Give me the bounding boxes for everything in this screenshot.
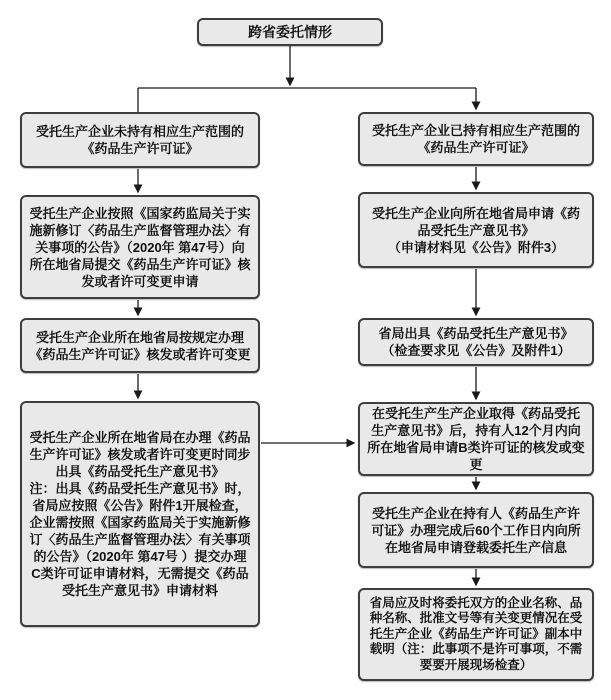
flow-box-left-bureau-process [20, 318, 260, 373]
flow-box-right-has-license-label: 受托生产企业已持有相应生产范围的《药品生产许可证》 [371, 123, 580, 155]
flow-box-right-has-license [358, 112, 594, 166]
flow-box-right-holder-apply-b [358, 402, 594, 476]
flow-box-right-register-info [358, 492, 594, 568]
flow-box-right-issue-opinion [358, 318, 594, 366]
flow-box-right-issue-opinion-sub: （检查要求见《公告》及附件1） [381, 343, 571, 358]
flow-box-left-apply-license-label: 受托生产企业按照《国家药监局关于实施新修订〈药品生产监督管理办法〉有关事项的公告》（2020年 第47号）向所在地省局提交《药品生产许可证》核发或者许可变更申请 [29, 205, 251, 289]
flow-box-right-apply-opinion [358, 192, 594, 268]
flow-box-right-record-changes [358, 588, 594, 681]
flow-box-start [197, 18, 383, 46]
flow-box-left-no-license-label: 受托生产企业未持有相应生产范围的《药品生产许可证》 [35, 124, 244, 156]
flow-box-left-apply-license [20, 195, 260, 299]
flow-box-right-apply-opinion-main: 受托生产企业向所在地省局申请《药品受托生产意见书》 [371, 205, 580, 238]
flow-box-left-bureau-process-label: 受托生产企业所在地省局按规定办理《药品生产许可证》核发或者许可变更 [29, 329, 251, 362]
flow-box-right-apply-opinion-sub: （申请材料见《公告》附件3） [387, 239, 565, 255]
flow-box-start-label: 跨省委托情形 [248, 23, 332, 40]
flow-box-right-issue-opinion-main: 省局出具《药品受托生产意见书》 [378, 326, 574, 341]
flow-box-left-issue-opinion [20, 401, 260, 627]
flow-box-left-issue-opinion-note: 注：出具《药品受托生产意见书》时，省局应按照《公告》附件1开展检查，企业需按照《国家药监局关于实施新修订〈药品生产监督管理办法〉有关事项的公告》（2020年 第47号 ）提交办理C类许可证申请材料，无需提交《药品受托生产意见书》申请材料 [29, 481, 251, 598]
flow-box-right-record-changes-label: 省局应及时将委托双方的企业名称、品种名称、批准文号等有关变更情况在受托生产企业《药品生产许可证》副本中载明（注：此事项不是许可事项，不需要要开展现场检查） [369, 595, 583, 672]
flow-box-right-register-info-label: 受托生产企业在持有人《药品生产许可证》办理完成后60个工作日内向所在地省局申请登载委托生产信息 [371, 505, 581, 555]
flow-box-right-holder-apply-b-label: 在受托生产生产企业取得《药品受托生产意见书》后，持有人12个月内向所在地省局申请B类许可证的核发或变更 [367, 406, 585, 472]
flow-box-left-no-license [20, 112, 260, 168]
flow-box-left-issue-opinion-main: 受托生产企业所在地省局在办理《药品生产许可证》核发或者许可变更时同步出具《药品受托生产意见书》 [29, 430, 251, 479]
